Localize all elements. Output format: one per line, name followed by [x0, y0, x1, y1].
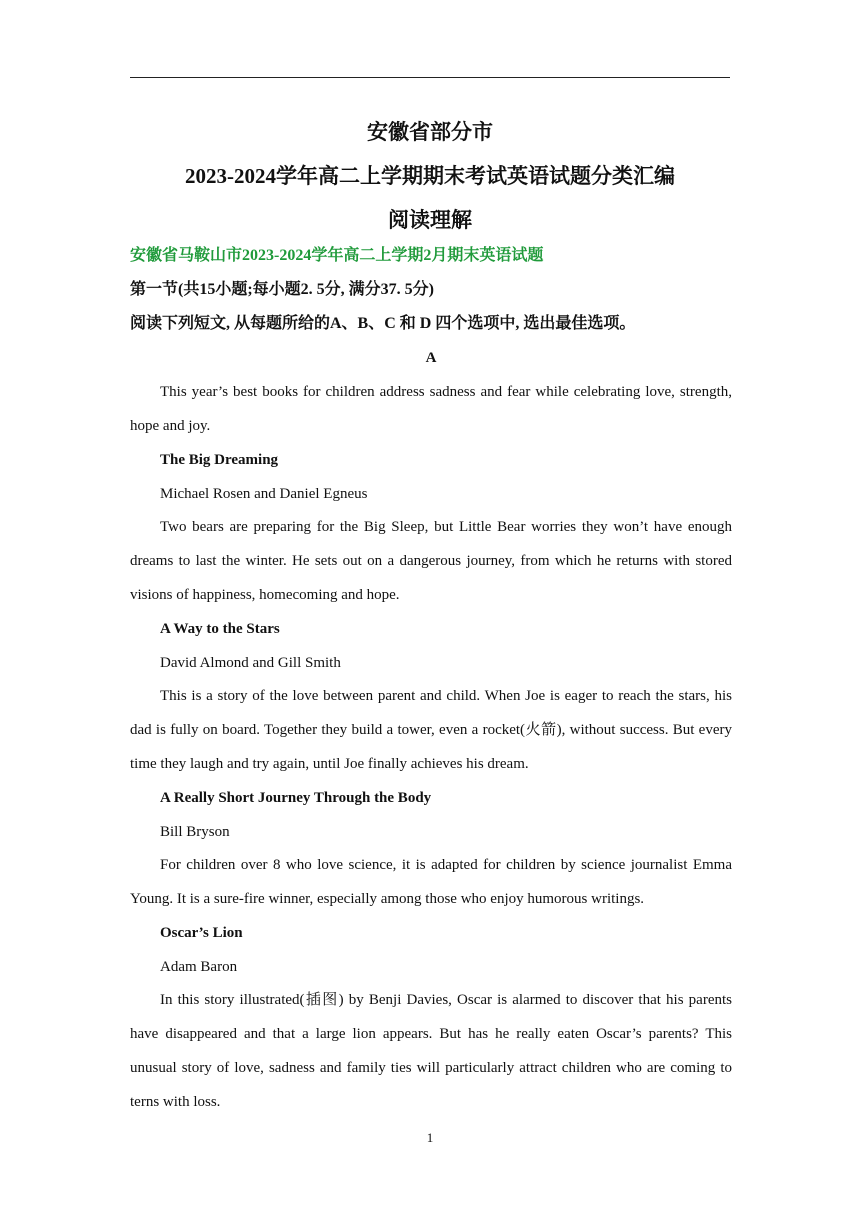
- book-description-line: terns with loss.: [130, 1094, 221, 1110]
- book-author: Michael Rosen and Daniel Egneus: [160, 486, 368, 502]
- book-title: Oscar’s Lion: [160, 925, 243, 941]
- book-description-line: For children over 8 who love science, it is adapted for children by science journalist Emma: [160, 857, 732, 873]
- book-description-line: Two bears are preparing for the Big Sleep, but Little Bear worries they won’t have enough: [160, 519, 732, 535]
- exam-source: 安徽省马鞍山市2023-2024学年高二上学期2月期末英语试题: [130, 247, 544, 264]
- book-description-line: have disappeared and that a large lion appears. But has he really eaten Oscar’s parents? This: [130, 1026, 732, 1042]
- doc-title-compilation: 2023-2024学年高二上学期期末考试英语试题分类汇编: [185, 164, 675, 188]
- book-description-line: unusual story of love, sadness and family ties will particularly attract children who are coming to: [130, 1060, 732, 1076]
- page-number: 1: [426, 1130, 434, 1145]
- book-title: The Big Dreaming: [160, 452, 279, 468]
- intro-line: hope and joy.: [130, 418, 211, 434]
- book-title: A Really Short Journey Through the Body: [160, 790, 432, 806]
- book-title: A Way to the Stars: [160, 621, 280, 637]
- book-description-line: Young. It is a sure-fire winner, especially among those who enjoy humorous writings.: [130, 891, 645, 907]
- book-author: Bill Bryson: [160, 824, 230, 840]
- intro-line: This year’s best books for children address sadness and fear while celebrating love, strength,: [160, 384, 732, 400]
- book-description-line: This is a story of the love between parent and child. When Joe is eager to reach the stars, his: [160, 688, 732, 704]
- book-author: David Almond and Gill Smith: [160, 655, 341, 671]
- book-description-line: In this story illustrated(插图) by Benji Davies, Oscar is alarmed to discover that his parents: [160, 992, 732, 1008]
- book-description-line: time they laugh and try again, until Joe finally achieves his dream.: [130, 756, 529, 772]
- passage-letter: A: [425, 350, 437, 366]
- header-rule: [130, 77, 730, 78]
- book-description-line: visions of happiness, homecoming and hope.: [130, 587, 400, 603]
- book-description-line: dreams to last the winter. He sets out on a dangerous journey, from which he returns with stored: [130, 553, 732, 569]
- section-heading: 第一节(共15小题;每小题2. 5分, 满分37. 5分): [130, 281, 434, 298]
- book-description-line: dad is fully on board. Together they build a tower, even a rocket(火箭), without success. But every: [130, 722, 732, 738]
- doc-title-section: 阅读理解: [388, 208, 472, 232]
- book-author: Adam Baron: [160, 959, 238, 975]
- doc-title-province: 安徽省部分市: [367, 120, 493, 144]
- instruction: 阅读下列短文, 从每题所给的A、B、C 和 D 四个选项中, 选出最佳选项。: [130, 315, 636, 332]
